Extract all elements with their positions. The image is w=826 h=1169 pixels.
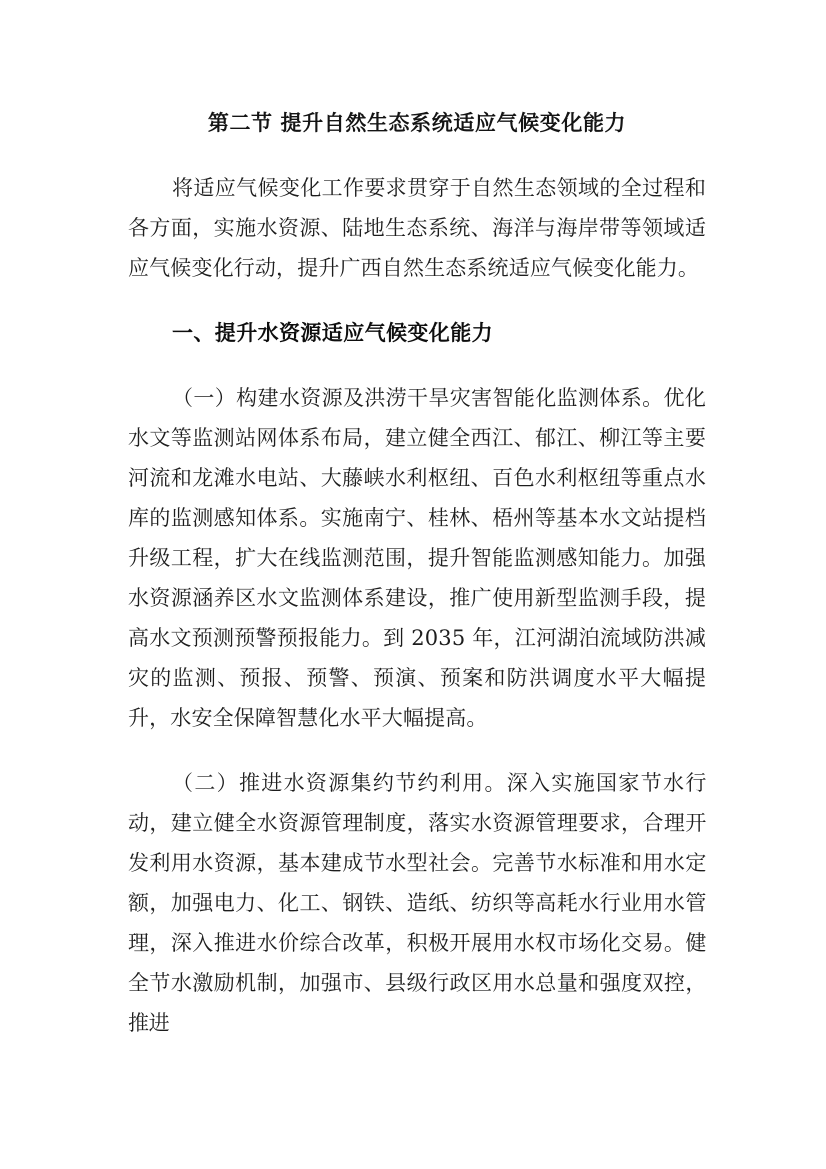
intro-paragraph: 将适应气候变化工作要求贯穿于自然生态领域的全过程和各方面，实施水资源、陆地生态系统、海洋与海岸带等领域适应气候变化行动，提升广西自然生态系统适应气候变化能力。 — [128, 176, 706, 280]
page-title: 第二节 提升自然生态系统适应气候变化能力 — [207, 110, 627, 135]
section-heading-one: 一、提升水资源适应气候变化能力 — [172, 320, 493, 345]
document-body — [128, 168, 706, 1043]
subsection-paragraph-two: （二）推进水资源集约节约利用。深入实施国家节水行动，建立健全水资源管理制度，落实水资源管理要求，合理开发利用水资源，基本建成节水型社会。完善节水标准和用水定额，加强电力、化工、钢铁、造纸、纺织等高耗水行业用水管理，深入推进水价综合改革，积极开展用水权市场化交易。健全节水激励机制，加强市、县级行政区用水总量和强度双控，推进 — [128, 771, 706, 1035]
subsection-paragraph-one: （一）构建水资源及洪涝干旱灾害智能化监测体系。优化水文等监测站网体系布局，建立健全西江、郁江、柳江等主要河流和龙滩水电站、大藤峡水利枢纽、百色水利枢纽等重点水库的监测感知体系。实施南宁、桂林、梧州等基本水文站提档升级工程，扩大在线监测范围，提升智能监测感知能力。加强水资源涵养区水文监测体系建设，推广使用新型监测手段，提高水文预测预警预报能力。到 2035 年，江河湖泊流域防洪减灾的监测、预报、预警、预演、预案和防洪调度水平大幅提升，水安全保障智慧化水平大幅提高。 — [128, 386, 706, 730]
